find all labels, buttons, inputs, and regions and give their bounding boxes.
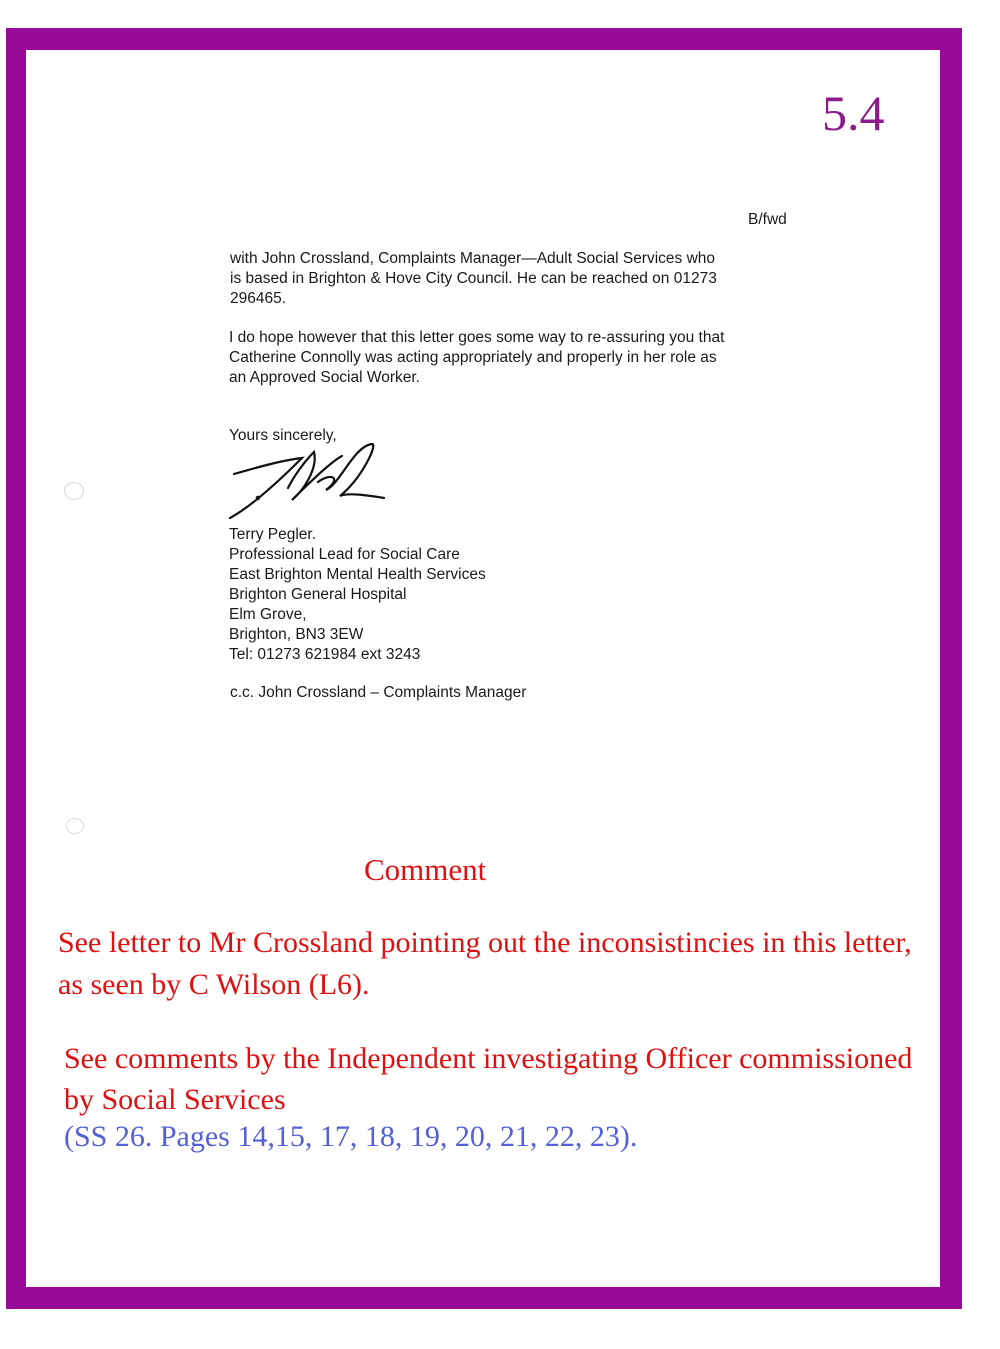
signatory-department: East Brighton Mental Health Services xyxy=(229,566,486,583)
scan-artifact xyxy=(64,482,84,500)
scan-artifact xyxy=(66,818,84,834)
page-reference: (SS 26. Pages 14,15, 17, 18, 19, 20, 21, 22, 23). xyxy=(64,1120,638,1153)
signatory-title: Professional Lead for Social Care xyxy=(229,546,460,563)
letter-paragraph: I do hope however that this letter goes some way to re-assuring you that Catherine Connolly was acting appropriately and properly in her role as an Approved Social Worker. xyxy=(229,329,725,386)
signatory-organisation: Brighton General Hospital xyxy=(229,586,407,603)
signatory-name: Terry Pegler. xyxy=(229,526,317,543)
signature-block xyxy=(229,525,486,665)
continuation-mark: B/fwd xyxy=(748,211,787,228)
cc-line: c.c. John Crossland – Complaints Manager xyxy=(230,684,527,701)
page-number: 5.4 xyxy=(822,85,885,141)
signatory-telephone: Tel: 01273 621984 ext 3243 xyxy=(229,646,421,663)
letter-paragraph: with John Crossland, Complaints Manager—Adult Social Services who is based in Brighton & Hove City Council. He can be reached on 01273 296465. xyxy=(230,250,717,307)
comment-text: See letter to Mr Crossland pointing out the inconsistincies in this letter, as seen by C Wilson (L6). xyxy=(58,926,912,1001)
signatory-city: Brighton, BN3 3EW xyxy=(229,626,364,643)
comment-heading: Comment xyxy=(364,852,487,887)
signatory-street: Elm Grove, xyxy=(229,606,307,623)
handwritten-signature xyxy=(222,438,392,528)
comment-text: See comments by the Independent investigating Officer commissioned by Social Services xyxy=(64,1042,913,1116)
letter-closing: Yours sincerely, xyxy=(229,427,337,444)
